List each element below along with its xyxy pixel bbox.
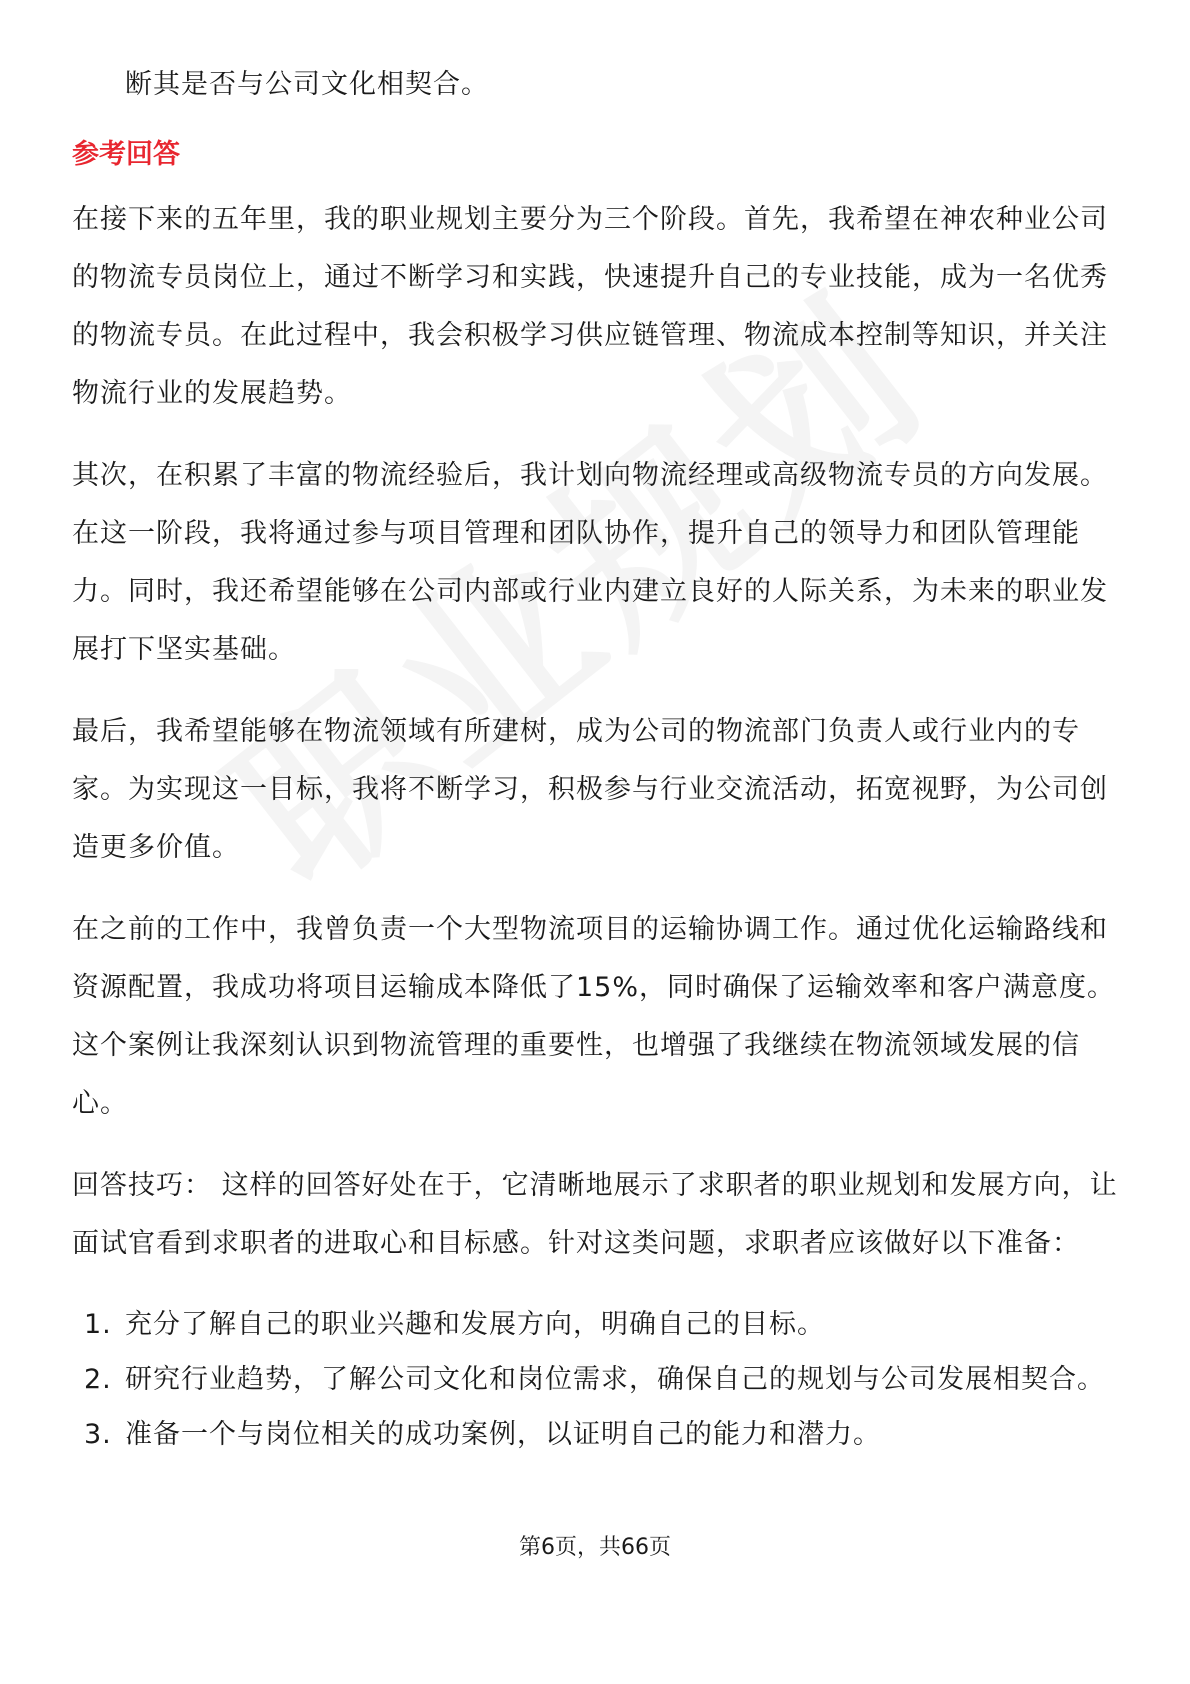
paragraph-1 [72, 191, 1120, 423]
list-item-text: 充分了解自己的职业兴趣和发展方向，明确自己的目标。 [125, 1309, 825, 1340]
list-item-text: 研究行业趋势，了解公司文化和岗位需求，确保自己的规划与公司发展相契合。 [125, 1364, 1105, 1395]
paragraph-text: 最后，我希望能够在物流领域有所建树，成为公司的物流部门负责人或行业内的专家。为实现这一目标，我将不断学习，积极参与行业交流活动，拓宽视野，为公司创造更多价值。 [72, 716, 1108, 863]
list-number: 3. [84, 1419, 112, 1450]
list-item-text: 准备一个与岗位相关的成功案例，以证明自己的能力和潜力。 [125, 1419, 881, 1450]
tips-list [72, 1297, 1120, 1462]
paragraph-3 [72, 703, 1120, 877]
section-title: 参考回答 [72, 139, 180, 170]
paragraph-text: 回答技巧： 这样的回答好处在于，它清晰地展示了求职者的职业规划和发展方向，让面试官看到求职者的进取心和目标感。针对这类问题，求职者应该做好以下准备： [72, 1170, 1118, 1259]
answer-tips-intro [72, 1157, 1120, 1273]
list-number: 2. [84, 1364, 112, 1395]
page-footer: 第6页，共66页 [519, 1535, 671, 1560]
intro-continuation: 断其是否与公司文化相契合。 [125, 69, 489, 100]
paragraph-2 [72, 447, 1120, 679]
paragraph-text: 在接下来的五年里，我的职业规划主要分为三个阶段。首先，我希望在神农种业公司的物流专员岗位上，通过不断学习和实践，快速提升自己的专业技能，成为一名优秀的物流专员。在此过程中，我会积极学习供应链管理、物流成本控制等知识，并关注物流行业的发展趋势。 [72, 204, 1108, 409]
list-number: 1. [84, 1309, 112, 1340]
document-page [72, 56, 1120, 1462]
list-item [72, 1407, 1120, 1462]
list-item [72, 1297, 1120, 1352]
paragraph-text: 在之前的工作中，我曾负责一个大型物流项目的运输协调工作。通过优化运输路线和资源配置，我成功将项目运输成本降低了15%，同时确保了运输效率和客户满意度。这个案例让我深刻认识到物流管理的重要性，也增强了我继续在物流领域发展的信心。 [72, 914, 1116, 1119]
list-item [72, 1352, 1120, 1407]
paragraph-text: 其次，在积累了丰富的物流经验后，我计划向物流经理或高级物流专员的方向发展。在这一阶段，我将通过参与项目管理和团队协作，提升自己的领导力和团队管理能力。同时，我还希望能够在公司内部或行业内建立良好的人际关系，为未来的职业发展打下坚实基础。 [72, 460, 1108, 665]
paragraph-4 [72, 901, 1120, 1133]
